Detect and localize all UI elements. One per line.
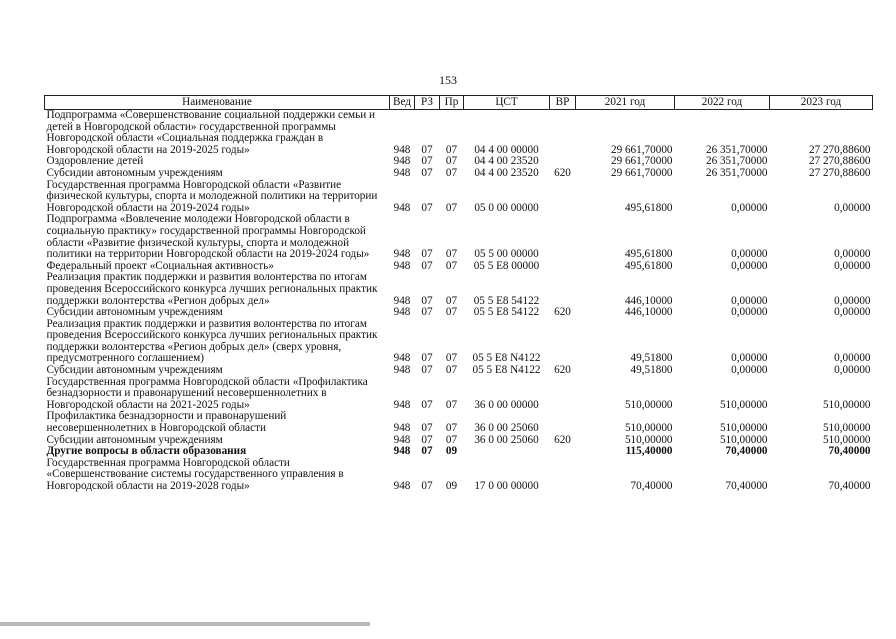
cell-vr [550,446,576,458]
cell-y2021: 446,10000 [624,306,673,319]
cell-y2021: 510,00000 [624,433,673,446]
cell-rz: 07 [421,398,433,411]
cell-cst: 05 0 00 00000 [474,201,539,214]
cell-rz: 07 [421,259,433,272]
cell-y2021: 115,40000 [625,445,673,458]
cell-y2021: 495,61800 [624,248,673,261]
cell-pr: 07 [445,306,458,319]
cell-name: Субсидии автономным учреждениям [46,306,223,319]
cell-rz: 07 [421,143,433,156]
cell-vr [550,110,576,157]
cell-cst: 17 0 00 00000 [474,480,539,492]
cell-rz: 07 [421,364,433,377]
cell-ved: 948 [393,433,411,446]
cell-ved: 948 [393,143,411,156]
cell-cst: 36 0 00 25060 [474,433,539,446]
cell-y2021: 495,61800 [624,259,673,272]
cell-y2023: 27 270,88600 [808,155,871,168]
cell-pr: 07 [445,201,458,214]
cell-ved: 948 [393,248,411,261]
cell-cst: 04 4 00 00000 [474,143,539,156]
cell-ved: 948 [393,445,411,458]
cell-pr: 07 [445,398,458,411]
cell-y2021: 495,61800 [624,201,673,214]
cell-y2022: 0,00000 [731,259,768,272]
cell-name: Подпрограмма «Совершенствование социальной поддержки семьи и детей в Новгородской области» государственной программы Новгородской области «Социальная поддержка граждан в Новгородской области на 2019-2025 годы» [46,109,376,156]
cell-y2023: 0,00000 [834,294,871,307]
cell-pr: 07 [445,248,458,261]
cell-y2022: 510,00000 [719,398,768,411]
cell-name: Федеральный проект «Социальная активность» [46,259,274,272]
cell-y2022: 26 351,70000 [705,143,768,156]
cell-cst: 05 5 E8 54122 [473,294,540,307]
table-row [45,458,873,493]
cell-y2023: 0,00000 [834,306,871,319]
cell-name: Реализация практик поддержки и развития волонтерства по итогам проведения Всероссийского конкурса лучших региональных практик поддержки волонтерства «Регион добрых дел» [46,271,378,307]
cell-ved: 948 [393,166,411,179]
table-row [45,365,873,377]
cell-ved: 948 [393,352,411,365]
cell-y2023: 510,00000 [822,433,871,446]
cell-cst: 05 5 00 00000 [474,248,539,261]
cell-name: Профилактика безнадзорности и правонарушений несовершеннолетних в Новгородской области [46,410,287,435]
cell-rz: 07 [421,294,433,307]
cell-y2023: 27 270,88600 [808,166,871,179]
cell-y2021: 49,51800 [630,352,673,365]
cell-cst: 05 5 E8 N4122 [472,352,541,365]
cell-rz: 07 [421,248,433,261]
table-row [45,307,873,319]
cell-vr [550,319,576,365]
cell-cst: 05 5 E8 54122 [473,306,540,319]
table-row [45,377,873,412]
cell-rz: 07 [421,480,433,492]
cell-y2021: 510,00000 [624,398,673,411]
cell-pr: 07 [445,166,458,179]
budget-table [44,95,873,493]
cell-name: Субсидии автономным учреждениям [46,166,223,179]
cell-pr: 07 [445,155,458,168]
cell-rz: 07 [421,306,433,319]
cell-vr [550,411,576,434]
cell-vr [550,214,576,260]
cell-pr: 07 [445,294,458,307]
cell-name: Государственная программа Новгородской области «Профилактика безнадзорности и правонарушений несовершеннолетних в Новгородской области на 2021-2025 годы» [46,375,368,411]
cell-y2023: 0,00000 [834,364,871,377]
header-2023: 2023 год [770,96,873,110]
cell-vr: 620 [554,433,571,446]
header-pr: Пр [440,96,464,110]
cell-y2021: 446,10000 [624,294,673,307]
table-row [45,110,873,157]
cell-y2022: 510,00000 [719,422,768,435]
cell-y2022: 70,40000 [725,445,768,458]
cell-rz: 07 [421,166,433,179]
cell-pr: 09 [445,480,458,492]
cell-vr [550,272,576,307]
cell-ved: 948 [393,480,411,492]
cell-name: Другие вопросы в области образования [46,445,247,458]
cell-cst [464,446,550,458]
table-header-row [45,96,873,110]
cell-y2021: 49,51800 [630,364,673,377]
table-row [45,214,873,260]
cell-name: Государственная программа Новгородской области «Совершенствование системы государственного управления в Новгородской области на 2019-2028 годы» [46,456,344,492]
table-row [45,411,873,434]
cell-y2022: 0,00000 [731,306,768,319]
cell-y2021: 510,00000 [624,422,673,435]
cell-cst: 05 5 E8 N4122 [472,364,541,377]
cell-rz: 07 [421,422,433,435]
cell-cst: 04 4 00 23520 [474,155,539,168]
cell-y2022: 26 351,70000 [705,166,768,179]
cell-vr: 620 [554,364,571,377]
cell-name: Субсидии автономным учреждениям [46,433,223,446]
page-number: 153 [439,73,457,87]
cell-y2023: 0,00000 [834,352,871,365]
cell-y2022: 0,00000 [731,201,768,214]
scan-edge-bar [0,622,370,626]
cell-vr [550,377,576,412]
cell-y2022: 0,00000 [731,364,768,377]
cell-name: Субсидии автономным учреждениям [46,364,223,377]
cell-rz: 07 [421,201,433,214]
cell-pr: 07 [445,259,458,272]
cell-name: Реализация практик поддержки и развития волонтерства по итогам проведения Всероссийского конкурса лучших региональных практик поддержки волонтерства «Регион добрых дел» (сверх уровня, предусмотренного соглашением) [46,317,378,365]
header-cst: ЦСТ [464,96,550,110]
cell-vr [550,458,576,493]
cell-pr: 07 [445,433,458,446]
cell-ved: 948 [393,364,411,377]
cell-y2023: 0,00000 [834,201,871,214]
cell-name: Оздоровление детей [46,155,144,168]
cell-y2021: 29 661,70000 [610,155,673,168]
header-2022: 2022 год [675,96,770,110]
cell-rz: 07 [421,445,433,458]
table-row [45,319,873,365]
cell-cst: 36 0 00 00000 [474,398,539,411]
cell-vr [550,261,576,273]
table-row [45,272,873,307]
cell-y2023: 510,00000 [822,398,871,411]
cell-ved: 948 [393,201,411,214]
cell-name: Государственная программа Новгородской области «Развитие физической культуры, спорта и молодежной политики на территории Новгородской области на 2019-2024 годы» [46,178,378,214]
cell-pr: 07 [445,422,458,435]
cell-rz: 07 [421,352,433,365]
cell-y2021: 29 661,70000 [610,166,673,179]
cell-vr: 620 [554,166,571,179]
header-vr: ВР [550,96,576,110]
cell-pr: 07 [445,364,458,377]
header-rz: РЗ [415,96,440,110]
cell-cst: 05 5 E8 00000 [473,259,540,272]
cell-y2022: 70,40000 [725,480,768,492]
table-row [45,180,873,215]
cell-y2023: 0,00000 [834,259,871,272]
cell-cst: 04 4 00 23520 [474,166,539,179]
cell-rz: 07 [421,433,433,446]
cell-ved: 948 [393,155,411,168]
header-name: Наименование [45,96,390,110]
header-2021: 2021 год [576,96,675,110]
cell-y2023: 70,40000 [828,480,871,492]
cell-y2021: 29 661,70000 [610,143,673,156]
cell-pr: 07 [445,143,458,156]
cell-rz: 07 [421,155,433,168]
cell-y2022: 510,00000 [719,433,768,446]
cell-vr: 620 [554,306,571,319]
header-ved: Вед [390,96,415,110]
cell-y2022: 26 351,70000 [705,155,768,168]
cell-y2023: 0,00000 [834,248,871,261]
cell-y2023: 70,40000 [828,445,871,458]
cell-ved: 948 [393,398,411,411]
cell-name: Подпрограмма «Вовлечение молодежи Новгородской области в социальную практику» государственной программы Новгородской области «Развитие физической культуры, спорта и молодежной политики на территории Новгородской области на 2019-2024 годы» [46,213,370,261]
table-row [45,168,873,180]
cell-y2021: 70,40000 [630,480,673,492]
cell-ved: 948 [393,422,411,435]
cell-pr: 07 [445,352,458,365]
cell-vr [550,180,576,215]
cell-y2022: 0,00000 [731,294,768,307]
cell-y2022: 0,00000 [731,352,768,365]
cell-y2023: 510,00000 [822,422,871,435]
cell-y2023: 27 270,88600 [808,143,871,156]
cell-y2022: 0,00000 [731,248,768,261]
cell-pr: 09 [445,445,458,458]
cell-ved: 948 [393,259,411,272]
cell-ved: 948 [393,306,411,319]
cell-cst: 36 0 00 25060 [474,422,539,435]
cell-ved: 948 [393,294,411,307]
